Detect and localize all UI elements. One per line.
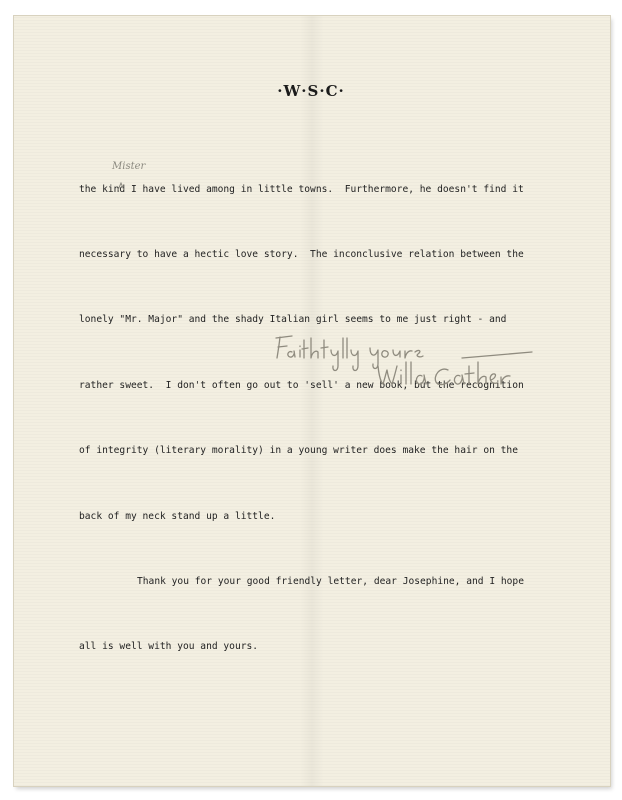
body-line: Thank you for your good friendly letter, dear Josephine, and I hope	[137, 575, 524, 587]
letterhead-monogram: ·W·S·C·	[277, 82, 345, 100]
handwritten-signature	[270, 318, 540, 388]
body-line: lonely "Mr. Major" and the shady Italian girl seems to me just right - and	[79, 314, 507, 326]
body-line: necessary to have a hectic love story. The inconclusive relation between the	[79, 248, 524, 260]
handwritten-insertion: Mister	[112, 161, 146, 172]
body-line: of integrity (literary morality) in a young writer does make the hair on the	[79, 445, 518, 457]
body-line: rather sweet. I don't often go out to 'sell' a new book, but the recognition	[79, 379, 524, 391]
body-line: all is well with you and yours.	[79, 641, 259, 653]
body-line: the kind I have lived among in little towns. Furthermore, he doesn't find it	[79, 183, 524, 195]
body-line: back of my neck stand up a little.	[79, 510, 276, 522]
